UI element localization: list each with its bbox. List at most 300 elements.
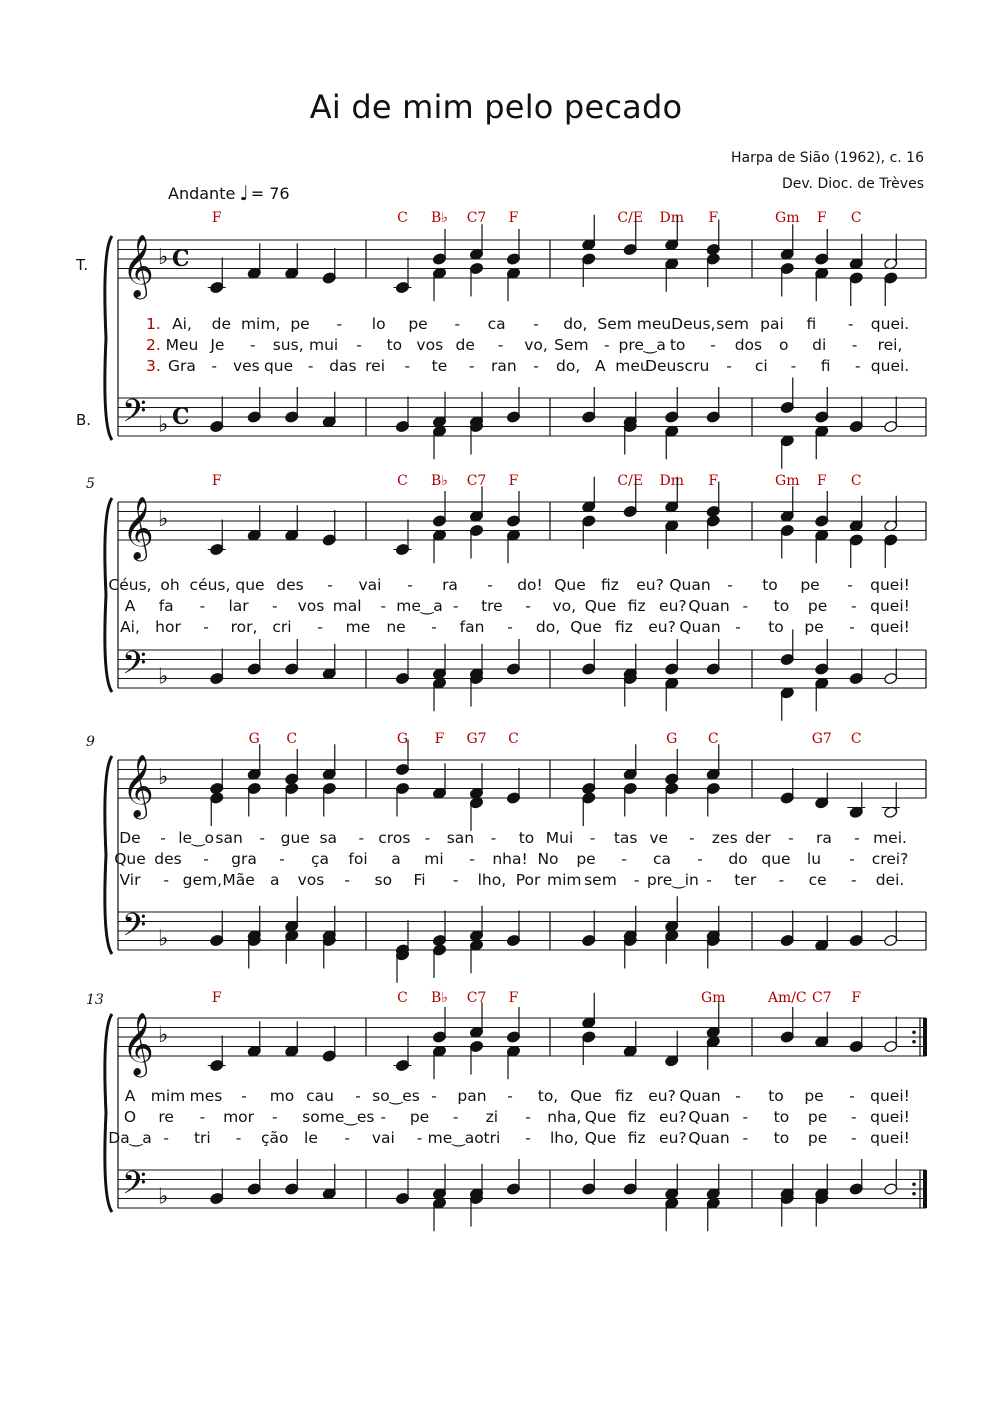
chord-symbol: F: [816, 473, 827, 489]
lyric-syllable: ra: [442, 576, 458, 594]
lyric-syllable: ror,: [230, 618, 258, 636]
lyric-syllable: -: [688, 829, 695, 847]
lyric-syllable: to,: [537, 1087, 559, 1105]
lyric-syllable: -: [424, 829, 431, 847]
lyric-syllable: nha!: [492, 850, 528, 868]
lyric-syllable: a: [391, 850, 401, 868]
chord-symbol: G: [666, 731, 678, 747]
lyric-syllable: eu?: [659, 1129, 687, 1147]
system-bracket: [105, 756, 112, 954]
system-1: [105, 210, 926, 469]
treble-clef-icon: 𝄞: [122, 496, 154, 559]
repeat-dot: [912, 1040, 916, 1044]
system-2: [86, 473, 926, 721]
lyric-syllable: pe: [408, 315, 428, 333]
lyric-syllable: Vir: [119, 871, 141, 889]
flat-key-signature-icon: ♭: [158, 664, 169, 690]
lyric-syllable: Quan: [679, 618, 721, 636]
lyric-syllable: -: [847, 315, 854, 333]
lyric-syllable: -: [525, 1108, 531, 1126]
chord-symbol: C: [508, 731, 519, 747]
lyric-syllable: me: [345, 618, 371, 636]
lyric-syllable: Deus: [645, 357, 685, 375]
lyric-syllable: -: [849, 850, 855, 868]
verse-number: 2.: [146, 336, 161, 354]
chord-symbol: B♭: [431, 990, 448, 1006]
lyric-syllable: meu: [636, 315, 672, 333]
lyric-syllable: -: [380, 597, 387, 615]
repeat-dot: [912, 1192, 916, 1196]
lyric-syllable: que: [263, 357, 294, 375]
repeat-dot: [912, 1030, 916, 1034]
lyric-syllable: Deus,: [671, 315, 716, 333]
lyric-syllable: -: [407, 576, 413, 594]
lyric-syllable: eu?: [636, 576, 664, 594]
lyric-syllable: -: [497, 336, 504, 354]
lyric-syllable: -: [452, 1108, 459, 1126]
lyric-syllable: cros: [378, 829, 411, 847]
chord-symbol: F: [211, 210, 222, 226]
lyric-syllable: -: [742, 1108, 749, 1126]
flat-key-signature-icon: ♭: [158, 507, 169, 532]
lyric-syllable: -: [788, 829, 794, 847]
lyric-syllable: to: [518, 829, 535, 847]
lyric-syllable: -: [199, 597, 206, 615]
chord-symbol: F: [434, 731, 445, 747]
lyric-syllable: cri: [272, 618, 292, 636]
lyric-syllable: céus,: [189, 576, 231, 594]
bass-clef-icon: 𝄢: [122, 906, 147, 951]
lyric-syllable: Quan: [688, 1129, 730, 1147]
lyric-syllable: meu: [615, 357, 650, 375]
lyric-syllable: -: [851, 1129, 857, 1147]
lyric-syllable: -: [358, 829, 365, 847]
lyric-syllable: O: [123, 1108, 137, 1126]
lyric-syllable: o: [779, 336, 789, 354]
lyric-syllable: quei!: [870, 618, 910, 636]
lyric-syllable: tri: [193, 1129, 211, 1147]
lyric-syllable: Ai,: [172, 315, 192, 333]
lyric-syllable: lho,: [477, 871, 507, 889]
lyric-syllable: -: [742, 1129, 749, 1147]
lyric-syllable: -: [490, 829, 497, 847]
treble-clef-icon: 𝄞: [122, 754, 154, 817]
lyric-syllable: mim: [547, 871, 582, 889]
lyric-syllable: ci: [754, 357, 768, 375]
chord-symbol: Dm: [659, 473, 684, 489]
lyric-syllable: fiz: [627, 1129, 646, 1147]
lyric-syllable: -: [706, 871, 712, 889]
lyric-syllable: do,: [556, 357, 581, 375]
chord-symbol: G: [396, 731, 409, 747]
lyric-syllable: dei.: [875, 871, 905, 889]
lyric-syllable: -: [327, 576, 333, 594]
page-title: Ai de mim pelo pecado: [309, 88, 683, 126]
lyric-syllable: eu?: [659, 597, 687, 615]
source-credit: Harpa de Sião (1962), c. 16: [731, 150, 924, 166]
lyric-syllable: -: [454, 315, 461, 333]
flat-key-signature-icon: ♭: [158, 1023, 169, 1048]
lyric-syllable: Quan: [679, 1087, 721, 1105]
lyric-syllable: ca: [652, 850, 672, 868]
lyric-syllable: lho,: [550, 1129, 579, 1147]
lyric-syllable: A: [124, 1087, 136, 1105]
lyric-syllable: ça: [310, 850, 330, 868]
lyric-syllable: fan: [459, 618, 485, 636]
lyric-syllable: to: [773, 1129, 790, 1147]
lyric-syllable: -: [726, 357, 732, 375]
lyric-syllable: -: [851, 597, 857, 615]
lyric-syllable: -: [344, 1129, 350, 1147]
lyric-syllable: foi: [348, 850, 368, 868]
lyric-syllable: pe: [807, 597, 828, 615]
chord-symbol: F: [708, 210, 719, 226]
lyric-syllable: do,: [535, 618, 561, 636]
lyric-syllable: Que: [570, 1087, 602, 1105]
lyric-syllable: ne: [386, 618, 406, 636]
part-label-tenor: T.: [76, 256, 89, 274]
lyric-syllable: que: [235, 576, 265, 594]
lyric-syllable: quei!: [870, 1129, 910, 1147]
lyric-syllable: -: [604, 336, 610, 354]
tempo-text: Andante: [168, 184, 236, 203]
system-3: [86, 731, 926, 983]
lyric-syllable: -: [855, 357, 861, 375]
lyric-syllable: gue: [280, 829, 310, 847]
lyric-syllable: -: [468, 357, 475, 375]
lyric-syllable: Da‿a: [108, 1129, 152, 1147]
lyric-syllable: fiz: [601, 576, 619, 594]
flat-key-signature-icon: ♭: [158, 1184, 169, 1210]
final-thick-barline: [923, 1018, 927, 1056]
bass-clef-icon: 𝄢: [122, 1164, 147, 1209]
lyric-syllable: -: [507, 618, 513, 636]
chord-symbol: C/E: [617, 210, 644, 226]
part-label-bass: B.: [76, 411, 92, 429]
lyric-syllable: -: [160, 829, 166, 847]
flat-key-signature-icon: ♭: [158, 926, 169, 952]
lyric-syllable: -: [525, 597, 531, 615]
lyric-syllable: -: [163, 1129, 169, 1147]
lyric-syllable: -: [241, 1087, 247, 1105]
lyric-syllable: -: [533, 315, 539, 333]
lyric-syllable: crei?: [871, 850, 909, 868]
lyric-syllable: -: [452, 597, 459, 615]
lyric-syllable: -: [404, 357, 411, 375]
lyric-syllable: Que: [584, 1129, 617, 1147]
lyric-syllable: Ai,: [120, 618, 140, 636]
lyric-syllable: A: [124, 597, 136, 615]
chord-symbol: B♭: [431, 210, 448, 226]
lyric-syllable: to: [762, 576, 778, 594]
lyric-syllable: fiz: [615, 618, 633, 636]
lyric-syllable: ter: [734, 871, 757, 889]
chord-symbol: Gm: [701, 990, 726, 1006]
lyric-syllable: Mãe: [222, 871, 255, 889]
lyric-syllable: A: [595, 357, 606, 375]
lyric-syllable: lar: [228, 597, 249, 615]
lyric-syllable: do: [728, 850, 748, 868]
chord-symbol: Gm: [775, 473, 800, 489]
lyric-syllable: De: [119, 829, 141, 847]
lyric-syllable: vos: [297, 597, 325, 615]
lyric-syllable: a: [270, 871, 280, 889]
lyric-syllable: -: [847, 576, 853, 594]
lyric-syllable: Je: [210, 336, 225, 354]
final-thick-barline: [923, 1170, 927, 1208]
lyric-syllable: -: [854, 829, 860, 847]
lyric-syllable: cru: [684, 357, 710, 375]
chord-symbol: C/E: [617, 473, 644, 489]
lyric-syllable: das: [329, 357, 357, 375]
lyric-syllable: quei!: [870, 576, 910, 594]
lyric-syllable: -: [851, 1108, 857, 1126]
lyric-syllable: do,: [563, 315, 588, 333]
lyric-syllable: quei!: [870, 1087, 910, 1105]
quarter-note-icon: ♩: [239, 181, 249, 205]
system-4: [86, 990, 927, 1231]
chord-symbol: C7: [811, 990, 832, 1006]
lyric-syllable: -: [778, 871, 785, 889]
chord-symbol: F: [211, 990, 222, 1006]
lyric-syllable: -: [279, 850, 285, 868]
lyric-syllable: -: [525, 1129, 531, 1147]
lyric-syllable: san: [446, 829, 475, 847]
lyric-syllable: eu?: [659, 1108, 687, 1126]
lyric-syllable: vai: [371, 1129, 395, 1147]
lyric-syllable: pan: [457, 1087, 487, 1105]
lyric-syllable: mim,: [240, 315, 281, 333]
lyric-syllable: -: [710, 336, 716, 354]
lyric-syllable: -: [431, 1087, 437, 1105]
system-bracket: [105, 1014, 112, 1212]
lyric-syllable: Quan: [688, 597, 730, 615]
lyric-syllable: -: [416, 1129, 423, 1147]
lyric-syllable: so: [302, 1108, 320, 1126]
lyric-syllable: Meu: [165, 336, 199, 354]
lyric-syllable: vos: [416, 336, 444, 354]
lyric-syllable: No: [537, 850, 559, 868]
bass-clef-icon: 𝄢: [122, 392, 147, 437]
lyric-syllable: vos: [297, 871, 325, 889]
lyric-syllable: -: [621, 850, 627, 868]
flat-key-signature-icon: ♭: [158, 765, 169, 790]
lyric-syllable: -: [533, 357, 539, 375]
lyric-syllable: -: [199, 1108, 206, 1126]
lyric-syllable: le: [304, 1129, 318, 1147]
lyric-syllable: quei!: [870, 1108, 910, 1126]
chord-symbol: Dm: [659, 210, 684, 226]
lyric-syllable: mes: [189, 1087, 223, 1105]
lyric-syllable: nha,: [547, 1108, 582, 1126]
lyric-syllable: -: [271, 1108, 278, 1126]
chord-symbol: Gm: [775, 210, 800, 226]
lyric-syllable: pe: [409, 1108, 430, 1126]
lyric-syllable: dos: [734, 336, 763, 354]
lyric-syllable: -: [271, 597, 278, 615]
chord-symbol: C7: [466, 990, 487, 1006]
lyric-syllable: Que: [570, 618, 602, 636]
flat-key-signature-icon: ♭: [158, 245, 169, 270]
lyric-syllable: lu: [806, 850, 822, 868]
lyric-syllable: pe: [807, 1108, 828, 1126]
lyric-syllable: -: [487, 576, 493, 594]
lyric-syllable: pe: [804, 618, 824, 636]
lyric-syllable: Sem: [597, 315, 632, 333]
lyric-syllable: Céus,: [108, 576, 152, 594]
chord-symbol: G: [248, 731, 260, 747]
lyric-syllable: pe: [804, 1087, 824, 1105]
lyric-syllable: -: [380, 1108, 387, 1126]
lyric-syllable: sem: [716, 315, 750, 333]
lyric-syllable: que: [761, 850, 791, 868]
lyric-syllable: -: [211, 357, 217, 375]
lyric-syllable: Gra: [168, 357, 196, 375]
lyric-syllable: ce: [808, 871, 827, 889]
lyric-syllable: -: [849, 618, 855, 636]
lyric-syllable: mal: [332, 597, 362, 615]
lyric-syllable: vo,: [552, 597, 577, 615]
lyric-syllable: de: [455, 336, 475, 354]
lyric-syllable: -: [452, 871, 459, 889]
lyric-syllable: Quan: [688, 1108, 730, 1126]
lyric-syllable: pe: [290, 315, 310, 333]
chord-symbol: F: [508, 210, 519, 226]
lyric-syllable: me‿es: [319, 1108, 375, 1126]
chord-symbol: C: [397, 473, 408, 489]
verse-number: 1.: [146, 315, 161, 333]
lyric-syllable: Fi: [413, 871, 426, 889]
lyric-syllable: Que: [584, 597, 617, 615]
lyric-syllable: sus,: [272, 336, 304, 354]
lyric-syllable: Por: [515, 871, 541, 889]
lyric-syllable: -: [307, 357, 314, 375]
lyric-syllable: do!: [517, 576, 543, 594]
lyric-syllable: pre‿a: [618, 336, 666, 354]
tempo-value: = 76: [250, 184, 290, 203]
chord-symbol: G7: [811, 731, 832, 747]
lyric-syllable: le‿o: [178, 829, 214, 847]
lyric-syllable: cau: [306, 1087, 334, 1105]
lyric-syllable: rei: [365, 357, 386, 375]
lyric-syllable: ves: [232, 357, 260, 375]
lyric-syllable: -: [431, 618, 437, 636]
lyric-syllable: so‿es: [372, 1087, 420, 1105]
lyric-syllable: -: [203, 618, 209, 636]
lyric-syllable: -: [250, 336, 256, 354]
lyric-syllable: fa: [158, 597, 174, 615]
lyric-syllable: vo,: [524, 336, 548, 354]
lyric-syllable: -: [790, 357, 797, 375]
lyric-syllable: sa: [319, 829, 338, 847]
lyric-syllable: re: [158, 1108, 174, 1126]
lyric-syllable: mui: [308, 336, 339, 354]
lyric-syllable: me‿a: [396, 597, 443, 615]
lyric-syllable: to: [773, 1108, 790, 1126]
chord-symbol: F: [708, 473, 719, 489]
lyric-syllable: te: [431, 357, 448, 375]
chord-symbol: F: [211, 473, 222, 489]
lyric-syllable: -: [507, 1087, 513, 1105]
lyric-syllable: -: [849, 1087, 855, 1105]
lyric-syllable: -: [851, 871, 857, 889]
chord-symbol: C: [850, 731, 862, 747]
lyric-syllable: -: [344, 871, 350, 889]
chord-symbol: F: [851, 990, 862, 1006]
chord-symbol: C: [397, 210, 408, 226]
lyric-syllable: to: [768, 618, 784, 636]
lyric-syllable: pe: [807, 1129, 828, 1147]
lyric-syllable: to: [386, 336, 403, 354]
lyric-syllable: der: [744, 829, 771, 847]
lyric-syllable: to: [773, 597, 790, 615]
lyric-syllable: -: [851, 336, 858, 354]
lyric-syllable: oh: [160, 576, 180, 594]
lyric-syllable: san: [215, 829, 243, 847]
lyric-syllable: mo: [269, 1087, 295, 1105]
system-bracket: [105, 498, 112, 692]
lyric-syllable: eu?: [648, 618, 676, 636]
lyric-syllable: -: [589, 829, 596, 847]
lyric-syllable: -: [735, 618, 741, 636]
chord-symbol: C7: [466, 473, 487, 489]
lyric-syllable: -: [203, 850, 209, 868]
lyric-syllable: mei.: [873, 829, 907, 847]
lyric-syllable: fiz: [627, 597, 646, 615]
lyric-syllable: quei.: [870, 357, 910, 375]
chord-symbol: C: [286, 731, 298, 747]
chord-symbol: F: [508, 473, 519, 489]
lyric-syllable: pe: [576, 850, 596, 868]
lyric-syllable: tri: [483, 1129, 501, 1147]
lyric-syllable: vai: [358, 576, 382, 594]
time-signature: C: [172, 404, 190, 430]
lyric-syllable: Que: [554, 576, 586, 594]
arranger-credit: Dev. Dioc. de Trèves: [781, 176, 924, 192]
chord-symbol: G7: [466, 731, 487, 747]
lyric-syllable: zi: [485, 1108, 499, 1126]
chord-symbol: C: [850, 473, 862, 489]
lyric-syllable: zes: [711, 829, 738, 847]
lyric-syllable: Que: [584, 1108, 617, 1126]
lyric-syllable: ção: [261, 1129, 289, 1147]
lyric-syllable: ra: [815, 829, 832, 847]
lyric-syllable: Sem: [554, 336, 589, 354]
lyric-syllable: sem: [584, 871, 617, 889]
lyric-syllable: -: [356, 336, 362, 354]
lyric-syllable: -: [235, 1129, 242, 1147]
lyric-syllable: fi: [806, 315, 817, 333]
lyric-syllable: -: [336, 315, 343, 333]
treble-clef-icon: 𝄞: [122, 234, 154, 297]
lyric-syllable: mim: [150, 1087, 186, 1105]
lyric-syllable: Quan: [669, 576, 711, 594]
lyric-syllable: lo: [371, 315, 386, 333]
chord-symbol: C7: [466, 210, 487, 226]
lyric-syllable: tas: [613, 829, 638, 847]
lyric-syllable: -: [317, 618, 323, 636]
lyric-syllable: pre‿in: [646, 871, 699, 889]
lyric-syllable: pai: [760, 315, 784, 333]
treble-clef-icon: 𝄞: [122, 1012, 154, 1075]
lyric-syllable: to: [669, 336, 686, 354]
lyric-syllable: -: [163, 871, 169, 889]
lyric-syllable: de: [211, 315, 232, 333]
lyric-syllable: rei,: [877, 336, 903, 354]
measure-number: 9: [86, 734, 95, 750]
lyric-syllable: so: [374, 871, 393, 889]
chord-symbol: B♭: [431, 473, 448, 489]
